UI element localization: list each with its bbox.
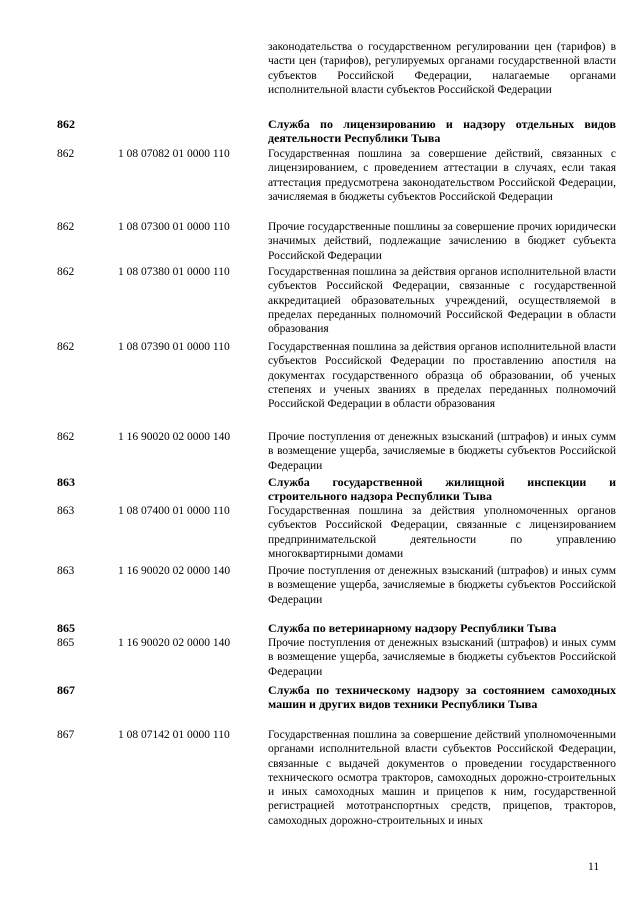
- admin-code: 862: [57, 148, 75, 160]
- admin-code: 865: [57, 621, 75, 635]
- revenue-description: Государственная пошлина за действия органов исполнительной власти субъектов Российской Федерации, связанные с государственной аккредитацией образовательных учреждений, осуществляемой в пределах переданных полномочий Российской Федерации в области образования: [268, 266, 616, 336]
- section-heading: Служба государственной жилищной инспекции и строительного надзора Республики Тыва: [268, 475, 616, 504]
- revenue-code: 1 16 90020 02 0000 140: [118, 637, 231, 649]
- section-heading: Служба по ветеринарному надзору Республики Тыва: [268, 621, 557, 635]
- admin-code: 862: [57, 266, 75, 278]
- revenue-code: 1 08 07390 01 0000 110: [118, 341, 230, 353]
- revenue-code: 1 08 07082 01 0000 110: [118, 148, 230, 160]
- revenue-code: 1 08 07300 01 0000 110: [118, 221, 230, 233]
- admin-code: 863: [57, 475, 75, 489]
- admin-code: 863: [57, 505, 75, 517]
- section-heading: Служба по техническому надзору за состоянием самоходных машин и других видов техники Республики Тыва: [268, 683, 616, 712]
- section-heading: Служба по лицензированию и надзору отдельных видов деятельности Республики Тыва: [268, 117, 616, 146]
- revenue-description: Государственная пошлина за совершение действий уполномоченными органами исполнительной власти субъектов Российской Федерации, связанные с выдачей документов о проведении государственного технического осмотра тракторов, самоходных дорожно-строительных и иных самоходных машин и прицепов к ним, государственной регистрацией мототранспортных средств, прицепов, тракторов, самоходных дорожно-строительных и иных: [268, 729, 616, 827]
- revenue-description: Прочие поступления от денежных взысканий (штрафов) и иных сумм в возмещение ущерба, зачисляемые в бюджеты субъектов Российской Федерации: [268, 565, 616, 606]
- page-number: 11: [588, 861, 600, 873]
- admin-code: 867: [57, 683, 75, 697]
- revenue-description: Прочие поступления от денежных взысканий (штрафов) и иных сумм в возмещение ущерба, зачисляемые в бюджеты субъектов Российской Федерации: [268, 637, 616, 678]
- revenue-description: Прочие поступления от денежных взысканий (штрафов) и иных сумм в возмещение ущерба, зачисляемые в бюджеты субъектов Российской Федерации: [268, 431, 616, 472]
- revenue-description: Прочие государственные пошлины за совершение прочих юридически значимых действий, подлежащие зачислению в бюджет субъекта Российской Федерации: [268, 221, 616, 262]
- revenue-code: 1 16 90020 02 0000 140: [118, 431, 231, 443]
- admin-code: 863: [57, 565, 75, 577]
- revenue-code: 1 16 90020 02 0000 140: [118, 565, 231, 577]
- admin-code: 862: [57, 117, 75, 131]
- revenue-description: Государственная пошлина за действия уполномоченных органов субъектов Российской Федерации, связанные с лицензированием предпринимательской деятельности по управлению многоквартирными домами: [268, 505, 616, 560]
- admin-code: 862: [57, 341, 75, 353]
- revenue-code: 1 08 07142 01 0000 110: [118, 729, 230, 741]
- revenue-description: Государственная пошлина за действия органов исполнительной власти субъектов Российской Федерации по проставлению апостиля на документах государственного образца об образовании, об ученых степенях и ученых званиях в пределах переданных полномочий Российской Федерации в области образования: [268, 341, 616, 411]
- revenue-code: 1 08 07380 01 0000 110: [118, 266, 230, 278]
- revenue-description: законодательства о государственном регулировании цен (тарифов) в части цен (тарифов), регулируемых органами государственной власти субъектов Российской Федерации, налагаемые органами исполнительной власти субъектов Российской Федерации: [268, 41, 616, 96]
- admin-code: 862: [57, 431, 75, 443]
- admin-code: 862: [57, 221, 75, 233]
- admin-code: 867: [57, 729, 75, 741]
- admin-code: 865: [57, 637, 75, 649]
- revenue-description: Государственная пошлина за совершение действий, связанных с лицензированием, с проведением аттестации в случаях, если такая аттестация предусмотрена законодательством Российской Федерации, зачисляемая в бюджеты субъектов Российской Федерации: [268, 148, 616, 203]
- revenue-code: 1 08 07400 01 0000 110: [118, 505, 230, 517]
